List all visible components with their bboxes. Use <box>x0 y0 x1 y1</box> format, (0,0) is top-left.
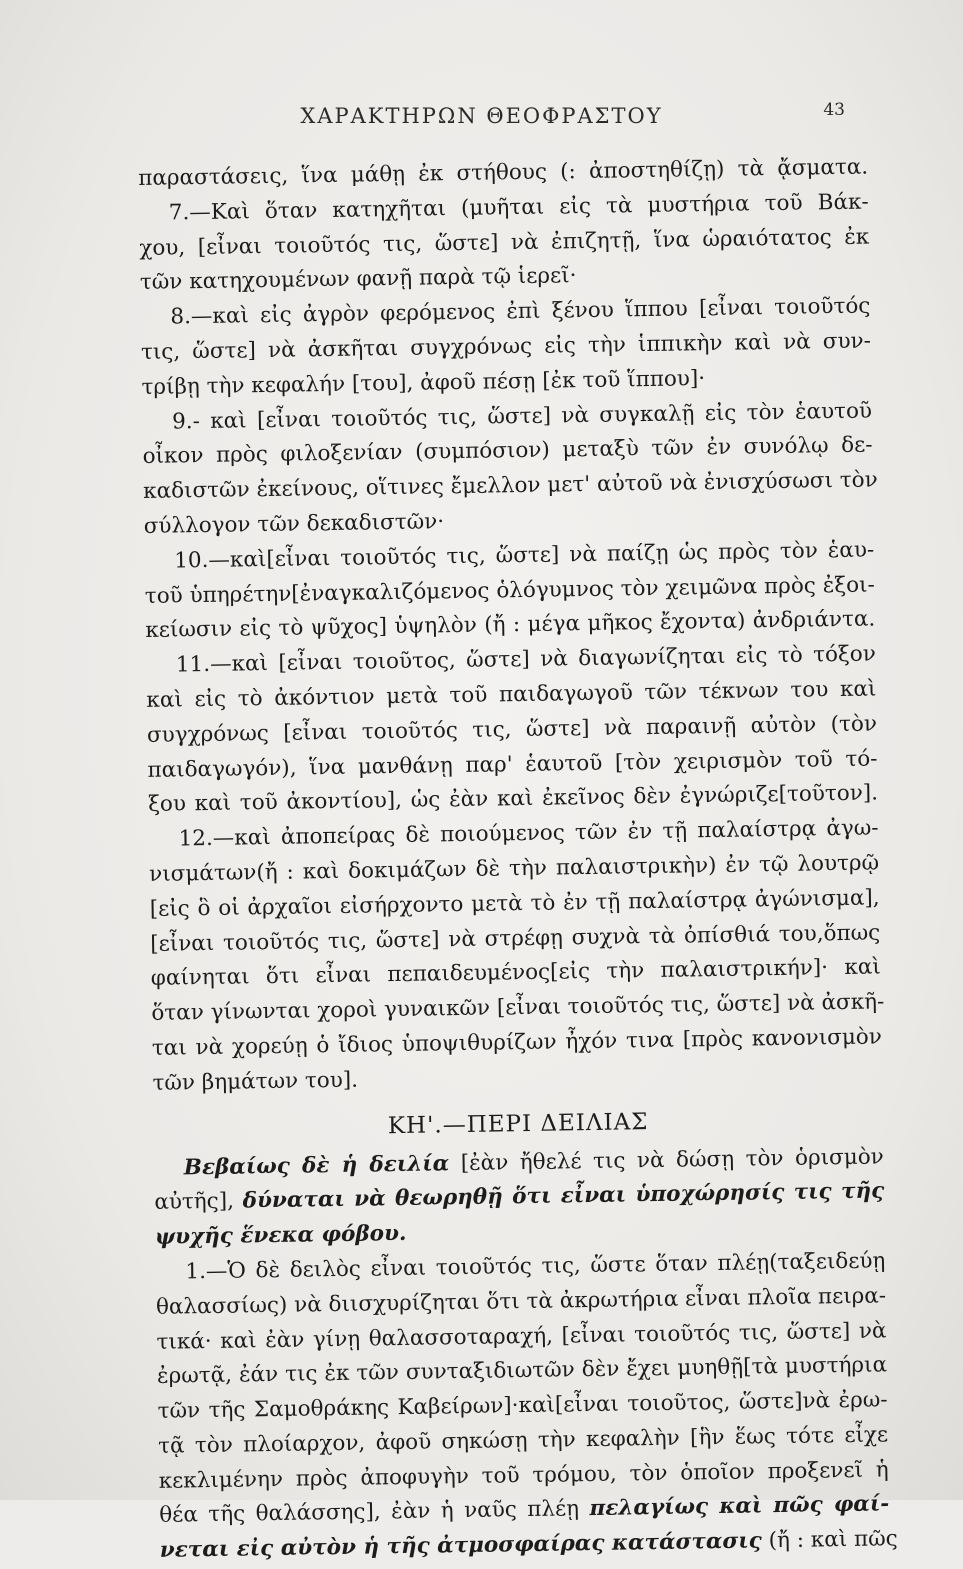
page-number: 43 <box>823 100 845 120</box>
text-line: σύλλογον τῶν δεκαδιστῶν· <box>143 509 445 539</box>
running-title: ΧΑΡΑΚΤΗΡΩΝ ΘΕΟΦΡΑΣΤΟΥ <box>300 104 663 128</box>
text-line: τοῦ ὑπηρέτην[ἐναγκαλιζόμενος ὁλόγυμνος τὸν χειμῶνα πρὸς ἐξοι- <box>144 572 875 609</box>
text-line: 9.- καὶ [εἶναι τοιοῦτός τις, ὥστε] νὰ συγκαλῇ εἰς τὸν ἑαυτοῦ <box>171 398 873 435</box>
text-line: καὶ εἰς τὸ ἀκόντιον μετὰ τοῦ παιδαγωγοῦ τῶν τέκνων του καὶ <box>146 676 877 713</box>
text-line: παραστάσεις, ἵνα μάθῃ ἐκ στήθους (: ἀποστηθίζῃ) τὰ ᾄσματα. <box>138 154 869 191</box>
text-line: ται νὰ χορεύῃ ὁ ἴδιος ὑποψιθυρίζων ἦχόν τινα [πρὸς κανονισμὸν <box>151 1024 883 1061</box>
text-line: φαίνηται ὅτι εἶναι πεπαιδευμένος[εἰς τὴν παλαιστρικήν]· καὶ <box>150 954 881 992</box>
text-segment: θέα τῆς θαλάσσης], ἐὰν ἡ ναῦς πλέῃ <box>159 1496 590 1529</box>
text-line: τικά· καὶ ἐὰν γίνῃ θαλασσοταραχή, [εἶναι τοιοῦτός τις, ὥστε] νὰ <box>156 1317 887 1355</box>
body-text <box>138 151 898 1569</box>
text-line: [εἰς ὃ οἱ ἀρχαῖοι εἰσήρχοντο μετὰ τὸ ἐν τῇ παλαίστρᾳ ἀγώνισμα], <box>149 885 880 922</box>
text-line: καδιστῶν ἐκείνους, οἵτινες ἔμελλον μετ' αὐτοῦ νὰ ἐνισχύσωσι τὸν <box>142 467 878 505</box>
emphasis-segment: πελαγίως καὶ πῶς φαί- <box>589 1491 890 1522</box>
text-line: 10.—καὶ[εἶναι τοιοῦτός τις, ὥστε] νὰ παίζῃ ὡς πρὸς τὸν ἑαυ- <box>174 537 875 574</box>
text-line: νισμάτων(ἤ : καὶ δοκιμάζων δὲ τὴν παλαιστρικὴν) ἐν τῷ λουτρῷ <box>148 850 880 887</box>
text-line: 8.—καὶ εἰς ἀγρὸν φερόμενος ἐπὶ ξένου ἵππου [εἶναι τοιοῦτός <box>170 293 871 330</box>
definition-bold: δύναται νὰ θεωρηθῇ ὅτι εἶναι ὑποχώρησίς τις τῆς <box>242 1178 885 1214</box>
text-line: συγχρόνως [εἶναι τοιοῦτός τις, ὥστε] νὰ παραινῇ αὐτὸν (τὸν <box>146 711 878 748</box>
text-line: τῶν τῆς Σαμοθράκης Καβείρων]·καὶ[εἶναι τοιοῦτος, ὥστε]νὰ ἐρω- <box>157 1387 888 1424</box>
text-line: κείωσιν εἰς τὸ ψῦχος] ὑψηλὸν (ἤ : μέγα μῆκος ἔχοντα) ἀνδριάντα. <box>145 606 876 644</box>
text-line: τις, ὥστε] νὰ ἀσκῆται συγχρόνως εἰς τὴν ἱππικὴν καὶ νὰ συν- <box>140 328 872 365</box>
text-line: 11.—καὶ [εἶναι τοιοῦτος, ὥστε] νὰ διαγωνίζηται εἰς τὸ τόξον <box>175 641 877 678</box>
text-line: 1.—Ὁ δὲ δειλὸς εἶναι τοιοῦτός τις, ὥστε ὅταν πλέῃ(ταξειδεύῃ <box>185 1248 886 1285</box>
text-line: 12.—καὶ ἀποπείρας δὲ ποιούμενος τῶν ἐν τῇ παλαίστρᾳ ἀγω- <box>178 815 879 852</box>
text-line: χου, [εἶναι τοιοῦτός τις, ὥστε] νὰ ἐπιζητῇ, ἵνα ὡραιότατος ἐκ <box>139 224 870 261</box>
text-segment: (ἤ : καὶ πῶς <box>761 1526 898 1554</box>
text-line: τᾷ τὸν πλοίαρχον, ἀφοῦ σηκώσῃ τὴν κεφαλὴν [ἣν ἕως τότε εἶχε <box>157 1422 889 1459</box>
text-line: 7.—Καὶ ὅταν κατηχῆται (μυῆται εἰς τὰ μυστήρια τοῦ Βάκ- <box>168 189 869 226</box>
definition-bold: ψυχῆς ἕνεκα φόβου. <box>154 1221 407 1250</box>
text-line: τρίβῃ τὴν κεφαλήν [του], ἀφοῦ πέσῃ [ἐκ τοῦ ἵππου]· <box>141 365 706 400</box>
definition-bold: Βεβαίως δὲ ἡ δειλία <box>183 1150 450 1180</box>
text-line: ὅταν γίνωνται χοροὶ γυναικῶν [εἶναι τοιοῦτός τις, ὥστε] νὰ ἀσκῆ- <box>151 989 885 1027</box>
definition-text: [ἐὰν ἤθελέ τις νὰ δώσῃ τὸν ὁρισμὸν <box>449 1143 884 1176</box>
text-line: [εἶναι τοιοῦτός τις, ὥστε] νὰ στρέφῃ συχνὰ τὰ ὀπίσθιά του,ὅπως <box>150 919 881 957</box>
text-line: παιδαγωγόν), ἵνα μανθάνῃ παρ' ἑαυτοῦ [τὸν χειρισμὸν τοῦ τό- <box>147 746 878 783</box>
text-line: οἶκον πρὸς φιλοξενίαν (συμπόσιον) μεταξὺ τῶν ἐν συνόλῳ δε- <box>142 432 873 470</box>
text-line: ἐρωτᾷ, ἐάν τις ἐκ τῶν συνταξιδιωτῶν δὲν ἔχει μυηθῇ[τὰ μυστήρια <box>156 1352 888 1390</box>
emphasis-segment: νεται εἰς αὐτὸν ἡ τῆς ἀτμοσφαίρας κατάστασις <box>159 1528 762 1564</box>
section-heading: ΚΗ'.—ΠΕΡΙ ΔΕΙΛΙΑΣ <box>387 1108 649 1139</box>
text-line: ξου καὶ τοῦ ἀκοντίου], ὡς ἐὰν καὶ ἐκεῖνος δὲν ἐγνώριζε[τοῦτον]. <box>147 780 879 818</box>
text-line: τῶν κατηχουμένων φανῇ παρὰ τῷ ἱερεῖ· <box>139 263 577 296</box>
text-line: τῶν βημάτων του]. <box>152 1067 359 1096</box>
text-line: θαλασσίως) νὰ διισχυρίζηται ὅτι τὰ ἀκρωτήρια εἶναι πλοῖα πειρα- <box>155 1283 887 1320</box>
running-head <box>0 100 963 134</box>
text-line: κεκλιμένην πρὸς ἀποφυγὴν τοῦ τρόμου, τὸν ὁποῖον προξενεῖ ἡ <box>158 1457 889 1494</box>
definition-text: αὐτῆς], <box>154 1188 243 1216</box>
